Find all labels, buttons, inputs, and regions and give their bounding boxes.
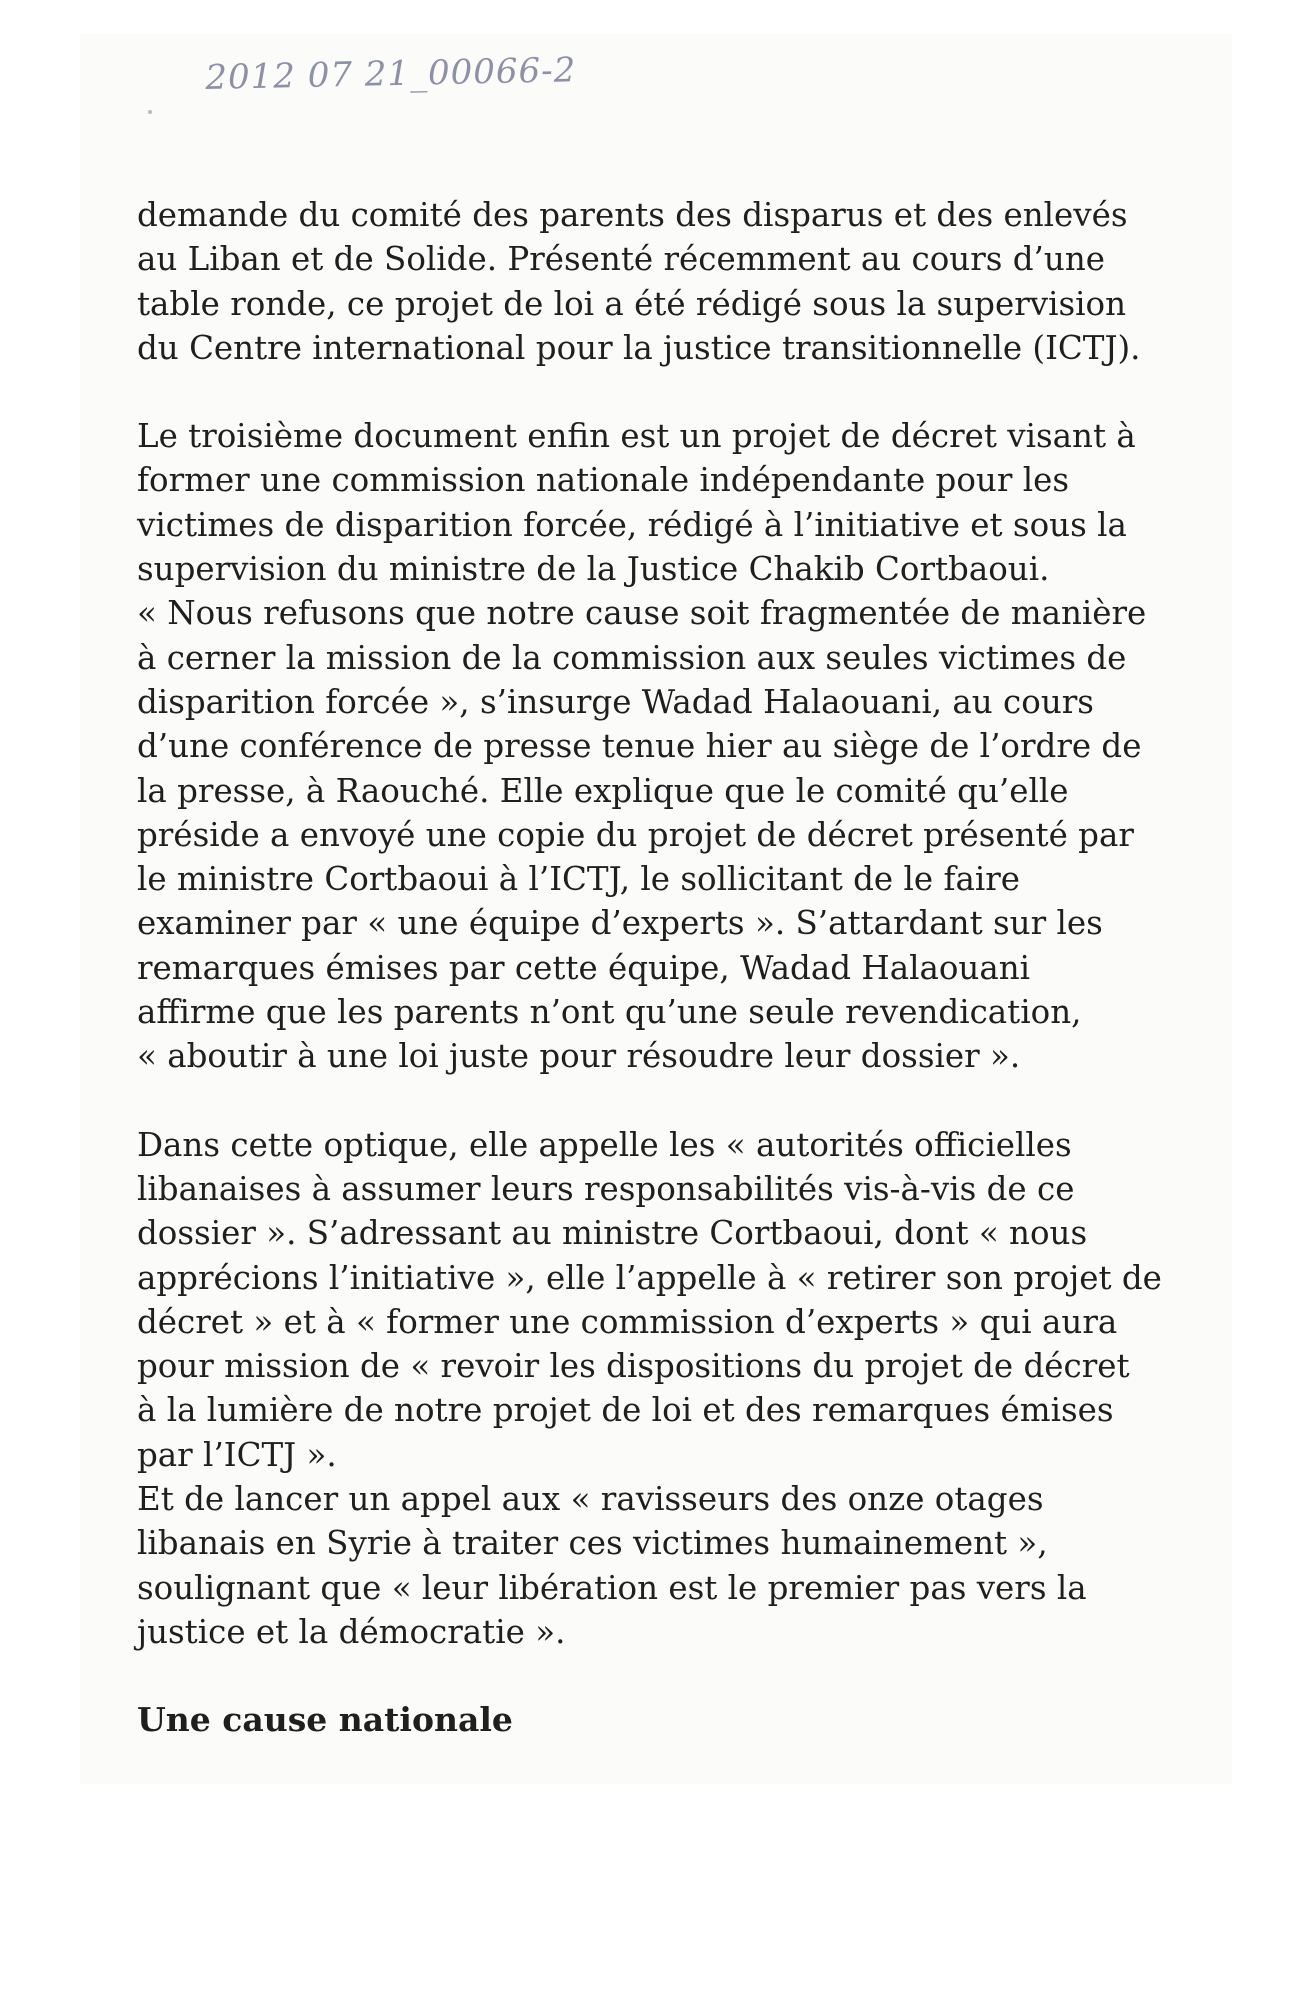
text-line: à cerner la mission de la commission aux seules victimes de [137, 638, 1127, 677]
text-line: libanais en Syrie à traiter ces victimes humainement », [137, 1524, 1048, 1563]
text-line: au Liban et de Solide. Présenté récemment au cours d’une [137, 240, 1105, 279]
text-line: « aboutir à une loi juste pour résoudre leur dossier ». [137, 1037, 1021, 1076]
text-line: disparition forcée », s’insurge Wadad Halaouani, au cours [137, 682, 1094, 721]
text-line: décret » et à « former une commission d’experts » qui aura [137, 1302, 1118, 1341]
text-line: supervision du ministre de la Justice Chakib Cortbaoui. [137, 550, 1050, 589]
article-body [137, 193, 1217, 1743]
text-line: à la lumière de notre projet de loi et des remarques émises [137, 1391, 1114, 1430]
text-line: demande du comité des parents des disparus et des enlevés [137, 196, 1128, 234]
text-line: former une commission nationale indépendante pour les [137, 461, 1069, 500]
text-line: table ronde, ce projet de loi a été rédigé sous la supervision [137, 284, 1127, 323]
text-line: le ministre Cortbaoui à l’ICTJ, le sollicitant de le faire [137, 860, 1021, 899]
text-line: d’une conférence de presse tenue hier au siège de l’ordre de [137, 727, 1142, 766]
text-line: préside a envoyé une copie du projet de décret présenté par [137, 815, 1134, 854]
text-line: pour mission de « revoir les dispositions du projet de décret [137, 1347, 1130, 1386]
text-line: Et de lancer un appel aux « ravisseurs des onze otages [137, 1480, 1044, 1519]
text-line: affirme que les parents n’ont qu’une seule revendication, [137, 993, 1082, 1032]
paragraph-1 [137, 193, 1217, 370]
scan-speck [148, 110, 152, 114]
text-line: « Nous refusons que notre cause soit fragmentée de manière [137, 594, 1147, 633]
text-line: apprécions l’initiative », elle l’appelle à « retirer son projet de [137, 1258, 1162, 1297]
section-heading: Une cause nationale [137, 1700, 513, 1740]
text-line: examiner par « une équipe d’experts ». S’attardant sur les [137, 904, 1103, 943]
text-line: victimes de disparition forcée, rédigé à l’initiative et sous la [137, 505, 1127, 544]
paragraph-2 [137, 414, 1217, 1078]
text-line: du Centre international pour la justice transitionnelle (ICTJ). [137, 328, 1141, 367]
text-line: Le troisième document enfin est un projet de décret visant à [137, 417, 1136, 456]
text-line: remarques émises par cette équipe, Wadad Halaouani [137, 948, 1031, 987]
text-line: Dans cette optique, elle appelle les « autorités officielles [137, 1125, 1072, 1164]
text-line: la presse, à Raouché. Elle explique que le comité qu’elle [137, 771, 1069, 810]
text-line: libanaises à assumer leurs responsabilités vis-à-vis de ce [137, 1169, 1075, 1208]
paragraph-3 [137, 1123, 1217, 1655]
paragraph-spacer [137, 370, 1217, 414]
text-line: soulignant que « leur libération est le premier pas vers la [137, 1568, 1087, 1607]
text-line: dossier ». S’adressant au ministre Cortbaoui, dont « nous [137, 1214, 1088, 1253]
text-line: justice et la démocratie ». [137, 1612, 566, 1651]
handwritten-reference-number: 2012 07 21_00066-2 [205, 50, 577, 98]
paragraph-spacer [137, 1079, 1217, 1123]
text-line: par l’ICTJ ». [137, 1435, 337, 1474]
